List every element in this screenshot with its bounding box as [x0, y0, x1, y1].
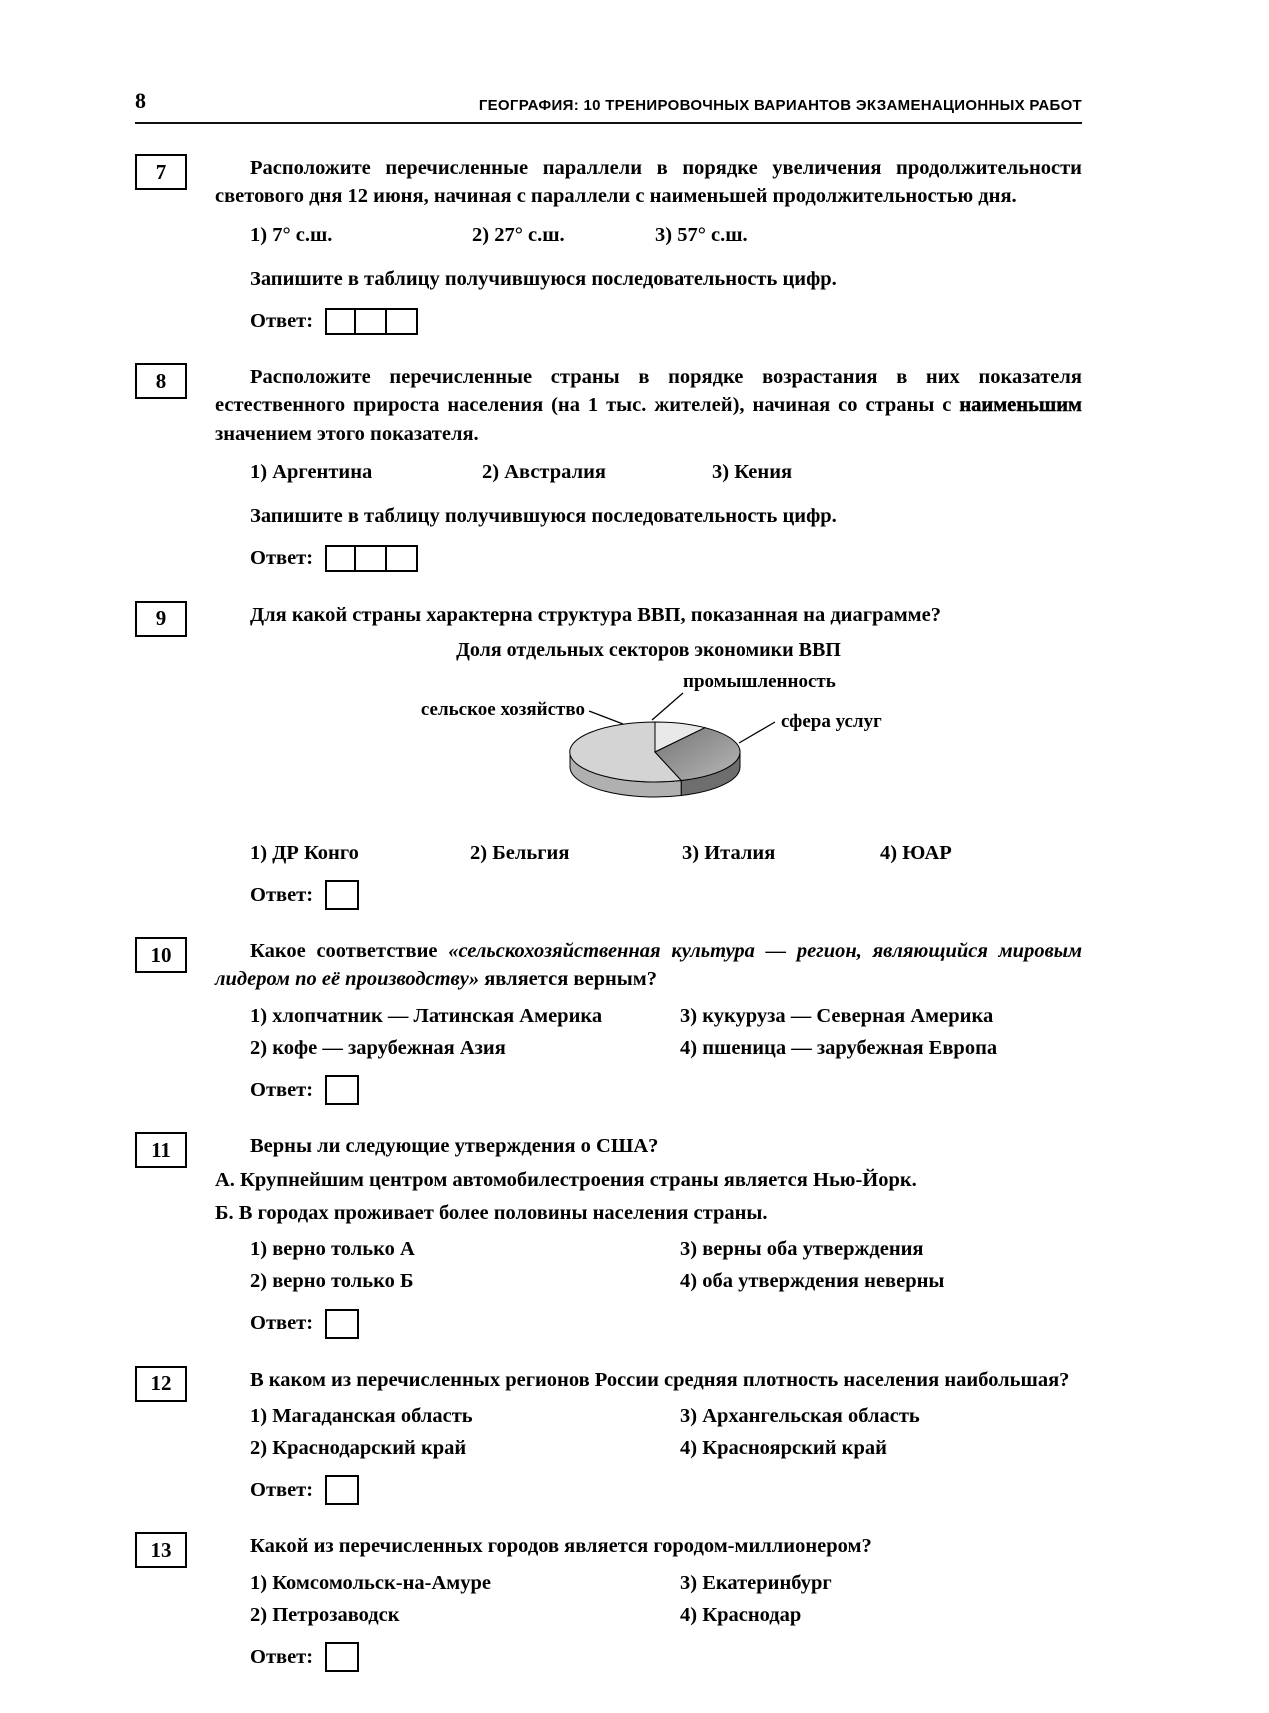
answer-label: Ответ:	[250, 309, 314, 332]
leader-line-services	[739, 722, 775, 743]
question-number-box	[135, 154, 187, 190]
question-text: Расположите перечисленные параллели в порядке увеличения продолжительности светового дня 12 июня, начиная с параллели с наименьшей продолжительностью дня.	[215, 157, 1082, 208]
option-2: 2) 27° с.ш.	[472, 223, 565, 246]
option-1: 1) Комсомольск-на-Амуре	[250, 1571, 491, 1594]
options-grid	[250, 1002, 1082, 1063]
options-row	[250, 221, 1082, 249]
pie-label-agriculture: сельское хозяйство	[420, 698, 585, 720]
leader-line-industry	[652, 693, 683, 720]
answer-label: Ответ:	[250, 1078, 314, 1101]
question-number: 12	[150, 1371, 172, 1396]
question-number: 9	[155, 606, 167, 631]
option-1: 1) Магаданская область	[250, 1404, 473, 1427]
option-2: 2) верно только Б	[250, 1270, 414, 1293]
option-4: 4) Краснодар	[680, 1604, 802, 1627]
answer-row	[250, 1308, 1082, 1340]
option-1: 1) Аргентина	[250, 460, 373, 483]
options-grid	[250, 1402, 1082, 1463]
option-3: 3) 57° с.ш.	[655, 223, 748, 246]
question-number: 10	[150, 942, 172, 967]
question-text-lead: Расположите перечисленные страны в порядке возрастания в них показателя естественного прироста населения (на 1 тыс. жителей), начиная со страны с	[215, 366, 1082, 417]
question-text-italic: «сельскохозяйственная культура — регион, являющийся мировым лидером по её производству»	[215, 940, 1082, 991]
option-1: 1) ДР Конго	[250, 841, 359, 864]
option-1: 1) верно только А	[250, 1238, 415, 1261]
option-2: 2) Краснодарский край	[250, 1437, 467, 1460]
question-12	[150, 1366, 1082, 1507]
pie-label-services: сфера услуг	[781, 710, 882, 732]
answer-box[interactable]	[325, 1475, 359, 1505]
question-number: 8	[155, 368, 167, 393]
question-8	[155, 363, 1082, 574]
question-text: Верны ли следующие утверждения о США?	[250, 1135, 659, 1158]
answer-cell[interactable]	[325, 545, 356, 572]
chart-area	[215, 664, 1082, 837]
answer-table	[325, 545, 418, 572]
options-row	[250, 458, 1082, 486]
option-4: 4) оба утверждения неверны	[680, 1270, 945, 1293]
answer-label: Ответ:	[250, 883, 314, 906]
question-text: Какой из перечисленных городов является городом-миллионером?	[250, 1535, 872, 1558]
option-3: 3) верны оба утверждения	[680, 1238, 924, 1261]
question-text-tail: является верным?	[484, 968, 658, 991]
option-4: 4) Красноярский край	[680, 1437, 887, 1460]
option-2: 2) Петрозаводск	[250, 1604, 400, 1627]
question-number: 7	[155, 159, 167, 184]
answer-label: Ответ:	[250, 1312, 314, 1335]
answer-box[interactable]	[325, 1642, 359, 1672]
option-3: 3) Екатеринбург	[680, 1571, 832, 1594]
answer-row	[250, 543, 1082, 575]
option-2: 2) Австралия	[482, 460, 606, 483]
question-10	[150, 937, 1082, 1106]
question-7	[155, 154, 1082, 337]
answer-row	[250, 1641, 1082, 1673]
answer-cell[interactable]	[325, 308, 356, 335]
page-number: 8	[135, 88, 146, 113]
answer-cell[interactable]	[356, 545, 387, 572]
question-number-box	[135, 1532, 187, 1568]
options-row	[250, 839, 1082, 867]
running-head: ГЕОГРАФИЯ: 10 ТРЕНИРОВОЧНЫХ ВАРИАНТОВ ЭКЗАМЕНАЦИОННЫХ РАБОТ	[478, 97, 1082, 114]
answer-row	[250, 1474, 1082, 1506]
question-number: 13	[150, 1537, 172, 1562]
answer-cell[interactable]	[356, 308, 387, 335]
option-3: 3) Архангельская область	[680, 1404, 920, 1427]
question-text-lead: Какое соответствие	[250, 940, 438, 963]
option-4: 4) пшеница — зарубежная Европа	[680, 1036, 998, 1059]
statement-a: А. Крупнейшим центром автомобилестроения страны является Нью-Йорк.	[215, 1168, 917, 1191]
option-2: 2) кофе — зарубежная Азия	[250, 1036, 506, 1059]
question-number-box	[135, 1132, 187, 1168]
chart-title: Доля отдельных секторов экономики ВВП	[456, 638, 841, 661]
options-grid	[250, 1569, 1082, 1630]
option-3: 3) Италия	[682, 841, 776, 864]
question-text: Для какой страны характерна структура ВВП, показанная на диаграмме?	[250, 603, 941, 626]
answer-row	[250, 1074, 1082, 1106]
answer-label: Ответ:	[250, 547, 314, 570]
write-sequence-note: Запишите в таблицу получившуюся последовательность цифр.	[250, 267, 837, 290]
answer-row	[250, 305, 1082, 337]
option-2: 2) Бельгия	[470, 841, 570, 864]
question-text-tail: значением этого показателя.	[215, 422, 479, 445]
question-text: В каком из перечисленных регионов России средняя плотность населения наибольшая?	[250, 1368, 1070, 1391]
pie-label-industry: промышленность	[683, 670, 836, 692]
question-9	[155, 601, 1082, 912]
gdp-pie-chart	[215, 664, 1082, 832]
answer-box[interactable]	[325, 880, 359, 910]
question-number-box	[135, 937, 187, 973]
question-text	[215, 937, 1082, 994]
answer-table	[325, 308, 418, 335]
options-grid	[250, 1235, 1082, 1296]
page-header	[135, 88, 1082, 114]
option-4: 4) ЮАР	[880, 841, 952, 864]
statement-b: Б. В городах проживает более половины населения страны.	[215, 1201, 768, 1224]
question-number-box	[135, 601, 187, 637]
question-11	[151, 1132, 1082, 1339]
question-number-box	[135, 1366, 187, 1402]
answer-cell[interactable]	[387, 308, 418, 335]
answer-label: Ответ:	[250, 1478, 314, 1501]
option-3: 3) Кения	[712, 460, 793, 483]
question-13	[150, 1532, 1082, 1673]
answer-label: Ответ:	[250, 1645, 314, 1668]
option-1: 1) 7° с.ш.	[250, 223, 333, 246]
write-sequence-note: Запишите в таблицу получившуюся последовательность цифр.	[250, 505, 837, 528]
answer-row	[250, 879, 1082, 911]
answer-cell[interactable]	[387, 545, 418, 572]
question-text	[215, 363, 1082, 448]
option-3: 3) кукуруза — Северная Америка	[680, 1004, 994, 1027]
question-number: 11	[151, 1137, 171, 1162]
option-1: 1) хлопчатник — Латинская Америка	[250, 1004, 603, 1027]
leader-line-agriculture	[589, 711, 623, 724]
answer-box[interactable]	[325, 1075, 359, 1105]
answer-box[interactable]	[325, 1309, 359, 1339]
header-rule	[135, 122, 1082, 124]
question-number-box	[135, 363, 187, 399]
question-text-emphasis: наименьшим	[959, 394, 1082, 417]
